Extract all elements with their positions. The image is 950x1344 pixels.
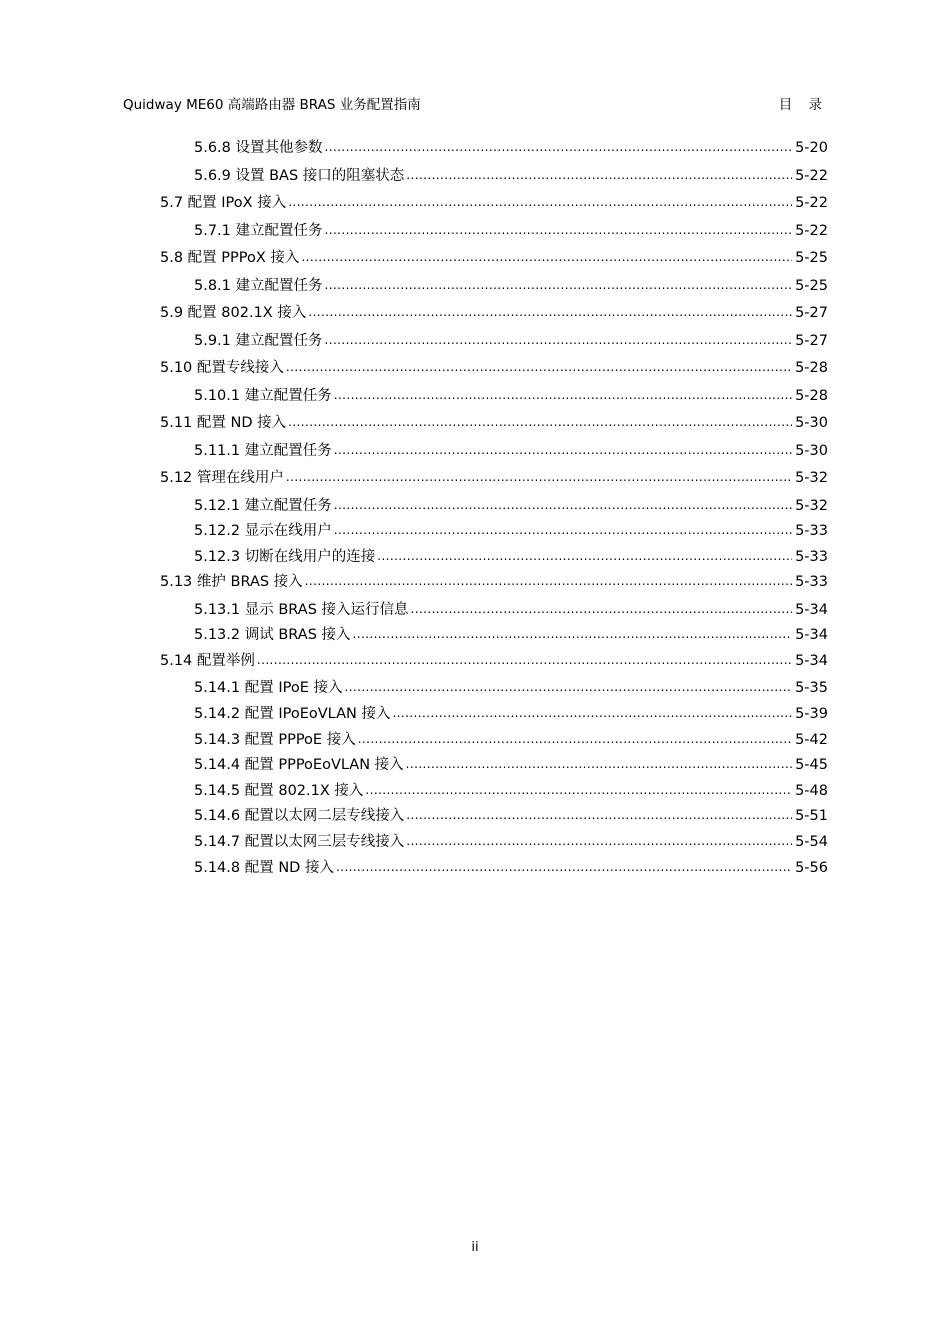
toc-entry[interactable] xyxy=(160,702,828,728)
toc-leader-dots xyxy=(406,833,792,847)
page-header xyxy=(123,93,828,113)
toc-entry-page: 5-30 xyxy=(795,415,828,431)
toc-entry[interactable] xyxy=(160,136,828,164)
toc-leader-dots xyxy=(392,705,792,719)
toc-leader-dots xyxy=(344,679,792,693)
toc-leader-dots xyxy=(325,332,793,346)
toc-entry-label: 5.8 配置 PPPoX 接入 xyxy=(160,250,300,266)
toc-entry[interactable] xyxy=(160,164,828,192)
toc-entry[interactable] xyxy=(160,219,828,247)
toc-entry-label: 5.6.9 设置 BAS 接口的阻塞状态 xyxy=(194,167,405,184)
toc-entry-label: 5.10 配置专线接入 xyxy=(160,360,284,376)
toc-entry-label: 5.13 维护 BRAS 接入 xyxy=(160,574,303,591)
toc-leader-dots xyxy=(257,652,792,666)
toc-entry-page: 5-30 xyxy=(795,442,828,459)
toc-entry[interactable] xyxy=(160,384,828,412)
toc-entry[interactable] xyxy=(160,649,828,677)
toc-entry-page: 5-25 xyxy=(795,250,828,266)
page-number: ii xyxy=(471,1240,479,1255)
toc-entry[interactable] xyxy=(160,301,828,329)
toc-entry-page: 5-42 xyxy=(795,731,828,748)
toc-entry-page: 5-51 xyxy=(795,808,828,825)
toc-leader-dots xyxy=(353,626,793,640)
toc-entry-page: 5-33 xyxy=(795,523,828,540)
toc-leader-dots xyxy=(308,304,792,318)
toc-entry-page: 5-45 xyxy=(795,757,828,774)
document-title: Quidway ME60 高端路由器 BRAS 业务配置指南 xyxy=(123,97,421,113)
toc-entry-label: 5.12.2 显示在线用户 xyxy=(194,523,332,540)
toc-leader-dots xyxy=(406,807,792,821)
toc-entry[interactable] xyxy=(160,728,828,754)
toc-entry-label: 5.6.8 设置其他参数 xyxy=(194,140,323,156)
toc-entry-label: 5.14 配置举例 xyxy=(160,652,255,669)
toc-entry[interactable] xyxy=(160,466,828,494)
toc-entry-page: 5-34 xyxy=(795,601,828,618)
toc-entry[interactable] xyxy=(160,856,828,884)
toc-entry-page: 5-25 xyxy=(795,277,828,294)
toc-entry[interactable] xyxy=(160,191,828,219)
toc-entry-page: 5-28 xyxy=(795,387,828,404)
toc-leader-dots xyxy=(286,359,792,373)
toc-leader-dots xyxy=(406,167,792,181)
toc-entry-page: 5-39 xyxy=(795,706,828,723)
toc-entry[interactable] xyxy=(160,274,828,302)
toc-entry-label: 5.7.1 建立配置任务 xyxy=(194,222,323,239)
toc-leader-dots xyxy=(325,277,793,291)
toc-leader-dots xyxy=(305,573,792,587)
toc-entry-page: 5-32 xyxy=(795,497,828,514)
toc-leader-dots xyxy=(325,222,793,236)
toc-leader-dots xyxy=(286,469,792,483)
toc-entry-label: 5.14.1 配置 IPoE 接入 xyxy=(194,680,343,697)
toc-entry-page: 5-34 xyxy=(795,627,828,644)
toc-entry[interactable] xyxy=(160,753,828,779)
toc-leader-dots xyxy=(301,249,792,263)
toc-entry-label: 5.9 配置 802.1X 接入 xyxy=(160,305,307,321)
toc-entry-page: 5-35 xyxy=(795,680,828,697)
toc-entry-label: 5.7 配置 IPoX 接入 xyxy=(160,195,287,211)
toc-entry-label: 5.14.8 配置 ND 接入 xyxy=(194,859,334,876)
table-of-contents xyxy=(160,136,828,883)
toc-entry[interactable] xyxy=(160,439,828,467)
toc-entry[interactable] xyxy=(160,623,828,649)
toc-leader-dots xyxy=(288,194,792,208)
toc-leader-dots xyxy=(334,497,792,511)
toc-leader-dots xyxy=(377,548,792,562)
toc-entry-label: 5.10.1 建立配置任务 xyxy=(194,387,332,404)
toc-leader-dots xyxy=(334,522,792,536)
toc-entry[interactable] xyxy=(160,519,828,545)
toc-entry-page: 5-27 xyxy=(795,332,828,349)
toc-entry-label: 5.12.3 切断在线用户的连接 xyxy=(194,548,376,565)
toc-entry-page: 5-56 xyxy=(795,859,828,876)
toc-leader-dots xyxy=(334,387,792,401)
toc-leader-dots xyxy=(406,756,792,770)
toc-entry-page: 5-32 xyxy=(795,470,828,486)
toc-entry-page: 5-48 xyxy=(795,782,828,799)
toc-entry[interactable] xyxy=(160,804,828,830)
toc-entry-page: 5-28 xyxy=(795,360,828,376)
toc-entry-label: 5.14.3 配置 PPPoE 接入 xyxy=(194,731,356,748)
toc-entry-page: 5-33 xyxy=(795,574,828,591)
toc-entry-label: 5.11 配置 ND 接入 xyxy=(160,415,287,431)
toc-entry[interactable] xyxy=(160,570,828,598)
toc-entry[interactable] xyxy=(160,598,828,624)
toc-entry-label: 5.13.2 调试 BRAS 接入 xyxy=(194,627,351,644)
toc-entry-label: 5.14.6 配置以太网二层专线接入 xyxy=(194,808,405,825)
toc-entry[interactable] xyxy=(160,356,828,384)
toc-entry-page: 5-22 xyxy=(795,195,828,211)
toc-entry[interactable] xyxy=(160,329,828,357)
toc-entry-label: 5.12.1 建立配置任务 xyxy=(194,497,332,514)
toc-entry-label: 5.11.1 建立配置任务 xyxy=(194,442,332,459)
section-name: 目 录 xyxy=(778,97,828,113)
toc-entry-page: 5-22 xyxy=(795,222,828,239)
toc-entry-label: 5.14.4 配置 PPPoEoVLAN 接入 xyxy=(194,757,404,774)
toc-entry-page: 5-20 xyxy=(795,140,828,156)
toc-leader-dots xyxy=(336,859,792,873)
toc-entry[interactable] xyxy=(160,545,828,571)
toc-entry[interactable] xyxy=(160,676,828,702)
toc-entry-page: 5-33 xyxy=(795,548,828,565)
toc-leader-dots xyxy=(325,139,793,153)
toc-entry-label: 5.13.1 显示 BRAS 接入运行信息 xyxy=(194,601,409,618)
toc-entry-label: 5.8.1 建立配置任务 xyxy=(194,277,323,294)
toc-entry-label: 5.14.5 配置 802.1X 接入 xyxy=(194,782,364,799)
toc-entry-page: 5-22 xyxy=(795,167,828,184)
toc-entry[interactable] xyxy=(160,246,828,274)
toc-entry-page: 5-34 xyxy=(795,652,828,669)
toc-leader-dots xyxy=(358,731,792,745)
toc-entry[interactable] xyxy=(160,411,828,439)
toc-leader-dots xyxy=(411,601,793,615)
toc-leader-dots xyxy=(365,782,792,796)
toc-entry[interactable] xyxy=(160,779,828,805)
toc-entry-label: 5.12 管理在线用户 xyxy=(160,470,284,486)
toc-entry-label: 5.9.1 建立配置任务 xyxy=(194,332,323,349)
toc-entry-page: 5-54 xyxy=(795,834,828,851)
toc-entry-page: 5-27 xyxy=(795,305,828,321)
toc-entry-label: 5.14.7 配置以太网三层专线接入 xyxy=(194,834,405,851)
toc-entry-label: 5.14.2 配置 IPoEoVLAN 接入 xyxy=(194,706,391,723)
toc-entry[interactable] xyxy=(160,494,828,520)
toc-entry[interactable] xyxy=(160,830,828,856)
toc-leader-dots xyxy=(334,442,792,456)
toc-leader-dots xyxy=(288,414,792,428)
